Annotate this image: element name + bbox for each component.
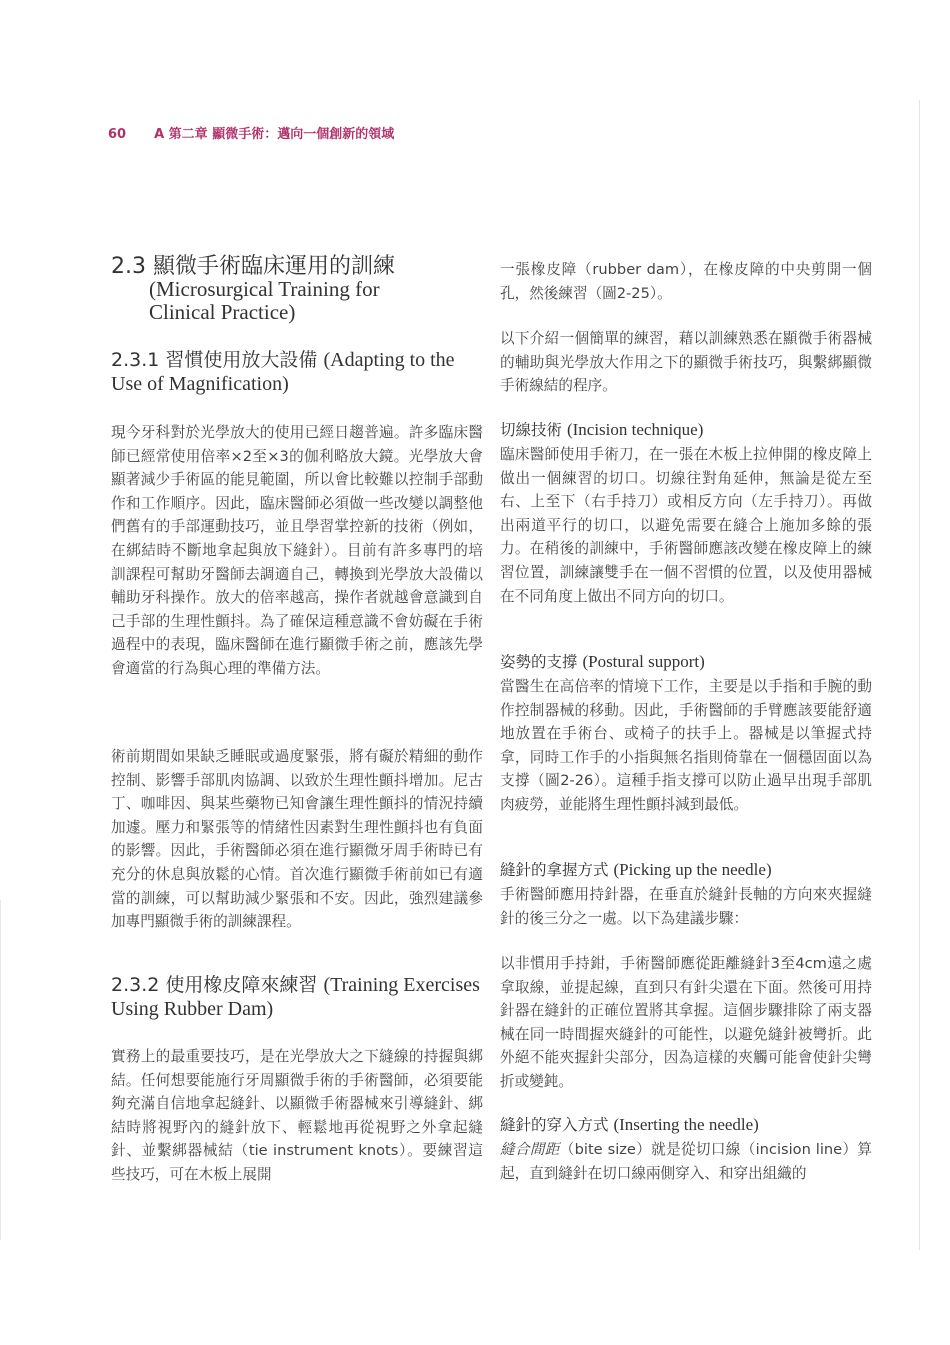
subheading-inserting xyxy=(500,1114,759,1136)
page-edge-line-left xyxy=(0,900,1,1240)
paragraph xyxy=(500,1138,872,1185)
subheading-title: 縫針的穿入方式 xyxy=(500,1116,609,1134)
section-number: 2.3.1 xyxy=(111,349,160,371)
subheading-english: (Postural support) xyxy=(582,652,705,671)
subheading-title: 姿勢的支撐 xyxy=(500,653,578,671)
running-head xyxy=(108,123,394,142)
section-2-3-2-heading xyxy=(111,973,483,1021)
section-number: 2.3.2 xyxy=(111,974,160,996)
paragraph: 臨床醫師使用手術刀，在一張在木板上拉伸開的橡皮障上做出一個練習的切口。切線往對角延伸，無論是從左至右、上至下（右手持刀）或相反方向（左手持刀）。再做出兩道平行的切口，以避免需要在縫合上施加多餘的張力。在稍後的訓練中，手術醫師應該改變在橡皮障上的練習位置，訓練讓雙手在一個不習慣的位置，以及使用器械在不同角度上做出不同方向的切口。 xyxy=(500,446,872,605)
paragraph: 實務上的最重要技巧，是在光學放大之下縫線的持握與綁結。任何想要能施行牙周顯微手術的手術醫師，必須要能夠充滿自信地拿起縫針、以顯微手術器械來引導縫針、綁結時將視野內的縫針放下、輕鬆地再從視野之外拿起縫針、並繫綁器械結（tie instrument knots）。要練習這些技巧，可在木板上展開 xyxy=(111,1048,483,1183)
section-title: 使用橡皮障來練習 xyxy=(165,974,318,996)
subheading-title: 切線技術 xyxy=(500,421,563,439)
section-number: 2.3 xyxy=(111,254,146,279)
paragraph: 以下介紹一個簡單的練習，藉以訓練熟悉在顯微手術器械的輔助與光學放大作用之下的顯微手術技巧，與繫綁顯微手術線結的程序。 xyxy=(500,330,872,395)
running-title: A 第二章 顯微手術：邁向一個創新的領域 xyxy=(154,127,395,142)
subheading-english: (Picking up the needle) xyxy=(613,860,772,879)
subheading-postural xyxy=(500,651,705,673)
subheading-english: (Incision technique) xyxy=(566,420,704,439)
paragraph: 手術醫師應用持針器，在垂直於縫針長軸的方向來夾握縫針的後三分之一處。以下為建議步驟： xyxy=(500,886,872,927)
term: 縫合間距 xyxy=(500,1141,560,1158)
page-edge-line xyxy=(919,100,920,1250)
paragraph: 一張橡皮障（rubber dam），在橡皮障的中央剪開一個孔，然後練習（圖2-25）。 xyxy=(500,261,872,302)
section-2-3-heading xyxy=(111,255,483,324)
paragraph: 以非慣用手持鉗，手術醫師應從距離縫針3至4cm遠之處拿取線，並提起線，直到只有針尖還在下面。然後可用持針器在縫針的正確位置將其拿握。這個步驟排除了兩支器械在同一時間握夾縫針的可能性，以避免縫針被彎折。此外絕不能夾握針尖部分，因為這樣的夾觸可能會使針尖彎折或變鈍。 xyxy=(500,955,872,1090)
section-english-title: (Microsurgical Training for Clinical Practice) xyxy=(149,277,380,324)
paragraph: 現今牙科對於光學放大的使用已經日趨普遍。許多臨床醫師已經常使用倍率×2至×3的伽利略放大鏡。光學放大會顯著減少手術區的能見範圍，所以會比較難以控制手部動作和工作順序。因此，臨床醫師必須做一些改變以調整他們舊有的手部運動技巧，並且學習掌控新的技術（例如，在綁結時不斷地拿起與放下縫針）。目前有許多專門的培訓課程可幫助牙醫師去調適自己，轉換到光學放大設備以輔助牙科操作。放大的倍率越高，操作者就越會意識到自己手部的生理性顫抖。為了確保這種意識不會妨礙在手術過程中的表現，臨床醫師在進行顯微手術之前，應該先學會適當的行為與心理的準備方法。 xyxy=(111,424,483,677)
page-number: 60 xyxy=(108,127,127,142)
section-title: 顯微手術臨床運用的訓練 xyxy=(153,254,396,279)
subheading-picking xyxy=(500,859,772,881)
paragraph: 術前期間如果缺乏睡眠或過度緊張，將有礙於精細的動作控制、影響手部肌肉協調、以致於生理性顫抖增加。尼古丁、咖啡因、與某些藥物已知會讓生理性顫抖的情況持續加遽。壓力和緊張等的情緒性因素對生理性顫抖也有負面的影響。因此，手術醫師必須在進行顯微牙周手術時已有充分的休息與放鬆的心情。首次進行顯微手術前如已有適當的訓練，可以幫助減少緊張和不安。因此，強烈建議參加專門顯微手術的訓練課程。 xyxy=(111,748,483,931)
subheading-english: (Inserting the needle) xyxy=(613,1115,759,1134)
paragraph-text: （bite size）就是從切口線（incision line）算起，直到縫針在切口線兩側穿入、和穿出組織的 xyxy=(500,1141,872,1182)
section-english-title: (Adapting to the Use of Magnification) xyxy=(111,349,455,395)
section-2-3-1-heading xyxy=(111,348,483,396)
section-title: 習慣使用放大設備 xyxy=(165,349,318,371)
section-english-title: (Training Exercises Using Rubber Dam) xyxy=(111,974,480,1020)
subheading-title: 縫針的拿握方式 xyxy=(500,861,609,879)
subheading-incision xyxy=(500,419,703,441)
paragraph: 當醫生在高倍率的情境下工作，主要是以手指和手腕的動作控制器械的移動。因此，手術醫師的手臂應該要能舒適地放置在手術台、或椅子的扶手上。器械是以筆握式持拿，同時工作手的小指與無名指則倚靠在一個穩固面以為支撐（圖2-26）。這種手指支撐可以防止過早出現手部肌肉疲勞，並能將生理性顫抖減到最低。 xyxy=(500,678,872,813)
